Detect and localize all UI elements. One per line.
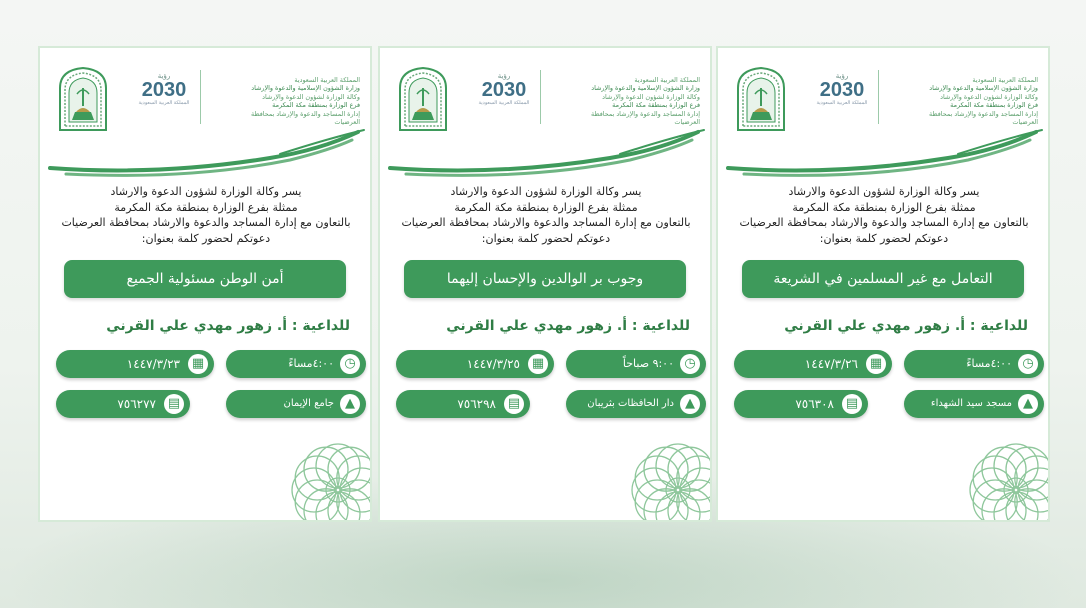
ministry-line: فرع الوزارة بمنطقة مكة المكرمة [612,101,700,110]
invitation-intro [724,184,1044,246]
mosque-icon: ▲ [340,394,360,414]
place-value: جامع الإيمان [283,398,334,409]
ministry-line: وزارة الشؤون الإسلامية والدعوة والإرشاد [251,84,360,93]
place-pill [226,390,366,418]
islamic-pattern-decoration [618,430,712,522]
ministry-line: وكالة الوزارة لشؤون الدعوة والإرشاد [262,92,360,101]
ministry-emblem [56,66,110,132]
ministry-line: إدارة المساجد والدعوة والإرشاد بمحافظة العرضيات [591,109,700,127]
intro-line: ممثلة بفرع الوزارة بمنطقة مكة المكرمة [454,200,638,214]
speaker-name: للداعية : أ. زهور مهدي علي القرني [106,318,350,334]
document-icon: ▤ [504,394,524,414]
phone-value: ٧٥٦٢٩٨ [457,397,496,411]
intro-line: ممثلة بفرع الوزارة بمنطقة مكة المكرمة [792,200,976,214]
ministry-line: وكالة الوزارة لشؤون الدعوة والإرشاد [940,92,1038,101]
place-value: دار الحافظات بثريبان [587,398,674,409]
phone-pill [56,390,190,418]
vision-subtitle: المملكة العربية السعودية [138,100,190,106]
date-value: ١٤٤٧/٣/٢٦ [804,357,858,371]
mosque-icon: ▲ [1018,394,1038,414]
time-value: ٤:٠٠مساءً [966,357,1012,370]
intro-line: دعوتكم لحضور كلمة بعنوان: [141,231,271,245]
place-pill [566,390,706,418]
vision-label: رؤية [497,73,511,80]
document-icon: ▤ [164,394,184,414]
phone-pill [734,390,868,418]
ministry-line: المملكة العربية السعودية [634,76,700,84]
date-value: ١٤٤٧/٣/٢٣ [126,357,180,371]
time-value: ٤:٠٠مساءً [288,357,334,370]
ministry-line: وزارة الشؤون الإسلامية والدعوة والإرشاد [929,84,1038,93]
phone-value: ٧٥٦٢٧٧ [117,397,156,411]
lecture-title: وجوب بر الوالدين والإحسان إليهما [404,260,686,298]
time-pill [566,350,706,378]
header-divider [540,70,541,124]
date-value: ١٤٤٧/٣/٢٥ [466,357,520,371]
ministry-name-block [908,76,1038,126]
invitation-intro [46,184,366,246]
ministry-logo [734,66,788,132]
islamic-pattern-decoration [956,430,1050,522]
clock-icon: ◷ [340,354,360,374]
ministry-name-block [570,76,700,126]
green-swoosh [718,128,1050,180]
vision-subtitle: المملكة العربية السعودية [816,100,868,106]
header-divider [878,70,879,124]
clock-icon: ◷ [1018,354,1038,374]
calendar-icon: ▦ [188,354,208,374]
green-swoosh [380,128,712,180]
speaker-name: للداعية : أ. زهور مهدي علي القرني [784,318,1028,334]
place-pill [904,390,1044,418]
intro-line: يسر وكالة الوزارة لشؤون الدعوة والارشاد [788,185,980,198]
invitation-card [38,46,372,522]
ministry-line: فرع الوزارة بمنطقة مكة المكرمة [272,101,360,110]
ministry-logo [56,66,110,132]
vision-2030-logo [474,72,534,120]
calendar-icon: ▦ [866,354,886,374]
vision-label: رؤية [157,73,171,80]
intro-line: بالتعاون مع إدارة المساجد والدعوة والارشاد بمحافظة العرضيات [401,216,691,229]
vision-label: رؤية [835,73,849,80]
place-value: مسجد سيد الشهداء [930,398,1012,409]
calendar-icon: ▦ [528,354,548,374]
ministry-line: المملكة العربية السعودية [294,76,360,84]
mosque-icon: ▲ [680,394,700,414]
vision-2030-logo [812,72,872,120]
time-pill [226,350,366,378]
date-pill [396,350,554,378]
intro-line: دعوتكم لحضور كلمة بعنوان: [819,231,949,245]
date-pill [56,350,214,378]
vision-year: 2030 [819,79,865,101]
header-divider [200,70,201,124]
intro-line: ممثلة بفرع الوزارة بمنطقة مكة المكرمة [114,200,298,214]
vision-2030-logo [134,72,194,120]
phone-pill [396,390,530,418]
time-value: ٩:٠٠ صباحاً [622,357,674,370]
ministry-line: إدارة المساجد والدعوة والإرشاد بمحافظة العرضيات [929,109,1038,127]
islamic-pattern-decoration [278,430,372,522]
clock-icon: ◷ [680,354,700,374]
ministry-emblem [734,66,788,132]
lecture-title: أمن الوطن مسئولية الجميع [64,260,346,298]
vision-year: 2030 [481,79,527,101]
ministry-emblem [396,66,450,132]
phone-value: ٧٥٦٣٠٨ [795,397,834,411]
invitation-intro [386,184,706,246]
vision-subtitle: المملكة العربية السعودية [478,100,530,106]
document-icon: ▤ [842,394,862,414]
speaker-name: للداعية : أ. زهور مهدي علي القرني [446,318,690,334]
ministry-name-block [230,76,360,126]
ministry-logo [396,66,450,132]
date-pill [734,350,892,378]
time-pill [904,350,1044,378]
ministry-line: وزارة الشؤون الإسلامية والدعوة والإرشاد [591,84,700,93]
intro-line: بالتعاون مع إدارة المساجد والدعوة والارشاد بمحافظة العرضيات [739,216,1029,229]
lecture-title: التعامل مع غير المسلمين في الشريعة [742,260,1024,298]
intro-line: بالتعاون مع إدارة المساجد والدعوة والارشاد بمحافظة العرضيات [61,216,351,229]
ministry-line: وكالة الوزارة لشؤون الدعوة والإرشاد [602,92,700,101]
invitation-card [716,46,1050,522]
intro-line: يسر وكالة الوزارة لشؤون الدعوة والارشاد [450,185,642,198]
ministry-line: فرع الوزارة بمنطقة مكة المكرمة [950,101,1038,110]
ministry-line: إدارة المساجد والدعوة والإرشاد بمحافظة العرضيات [251,109,360,127]
vision-year: 2030 [141,79,187,101]
invitation-card [378,46,712,522]
intro-line: دعوتكم لحضور كلمة بعنوان: [481,231,611,245]
green-swoosh [40,128,372,180]
intro-line: يسر وكالة الوزارة لشؤون الدعوة والارشاد [110,185,302,198]
ministry-line: المملكة العربية السعودية [972,76,1038,84]
